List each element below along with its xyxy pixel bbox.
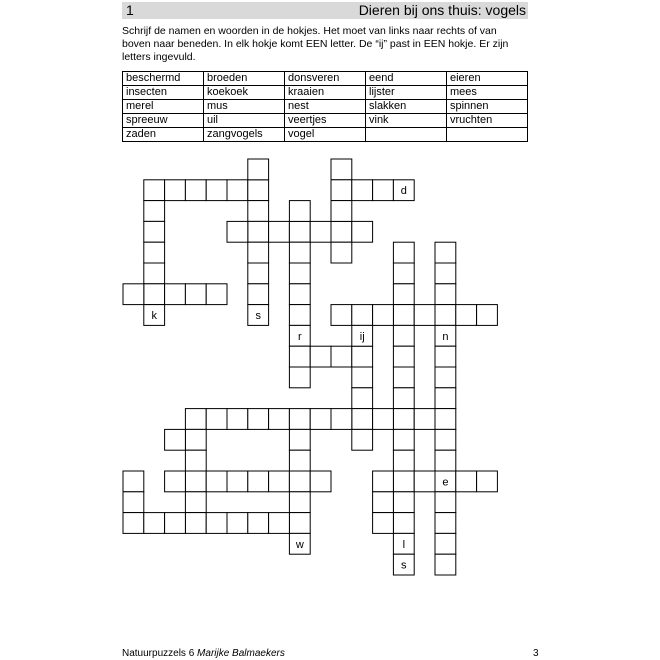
word-list-cell: veertjes: [285, 114, 366, 128]
crossword-cell[interactable]: [144, 221, 165, 242]
crossword-cell[interactable]: [331, 409, 352, 430]
crossword-cell[interactable]: [393, 492, 414, 513]
crossword-cell[interactable]: [289, 305, 310, 326]
crossword-cell[interactable]: [435, 409, 456, 430]
footer-page-number: 3: [533, 648, 539, 659]
crossword-cell[interactable]: [352, 367, 373, 388]
prefilled-letter: l: [402, 538, 406, 551]
crossword-cell[interactable]: [393, 325, 414, 346]
crossword-cell[interactable]: [144, 242, 165, 263]
crossword-cell[interactable]: [435, 263, 456, 284]
crossword-cell[interactable]: [248, 409, 269, 430]
crossword-cell[interactable]: [414, 305, 435, 326]
crossword-cell[interactable]: [144, 513, 165, 534]
crossword-cell[interactable]: [185, 513, 206, 534]
word-list-cell: spinnen: [447, 100, 528, 114]
crossword-cell[interactable]: [248, 284, 269, 305]
crossword-cell[interactable]: [435, 554, 456, 575]
word-list-cell: beschermd: [123, 72, 204, 86]
crossword-cell[interactable]: [331, 159, 352, 180]
crossword-cell[interactable]: [393, 367, 414, 388]
crossword-cell[interactable]: [310, 221, 331, 242]
crossword-cell[interactable]: [269, 513, 290, 534]
crossword-cell[interactable]: [310, 471, 331, 492]
crossword-cell[interactable]: [435, 346, 456, 367]
crossword-cell[interactable]: [373, 492, 394, 513]
crossword-cell[interactable]: [206, 409, 227, 430]
crossword-cell[interactable]: [289, 471, 310, 492]
crossword-cell[interactable]: [289, 201, 310, 222]
crossword-cell[interactable]: [248, 180, 269, 201]
crossword-cell[interactable]: [144, 263, 165, 284]
crossword-cell[interactable]: [435, 242, 456, 263]
page-title: Dieren bij ons thuis: vogels: [358, 2, 526, 18]
crossword-cell[interactable]: [248, 263, 269, 284]
crossword-cell[interactable]: [206, 513, 227, 534]
crossword-cell[interactable]: [289, 346, 310, 367]
prefilled-letter: d: [400, 185, 407, 198]
crossword-cell[interactable]: [352, 429, 373, 450]
word-list-cell: merel: [123, 100, 204, 114]
crossword-cell[interactable]: [352, 388, 373, 409]
prefilled-letter: r: [297, 330, 302, 343]
crossword-cell[interactable]: [373, 513, 394, 534]
crossword-cell[interactable]: [435, 429, 456, 450]
footer: [122, 648, 285, 659]
crossword-cell[interactable]: [393, 263, 414, 284]
crossword-cell[interactable]: [123, 492, 144, 513]
crossword-cell[interactable]: [185, 429, 206, 450]
word-list-cell: kraaien: [285, 86, 366, 100]
word-list-cell: zaden: [123, 128, 204, 142]
crossword-cell[interactable]: [393, 409, 414, 430]
crossword-cell[interactable]: [289, 492, 310, 513]
crossword-cell[interactable]: [435, 513, 456, 534]
word-list-cell: koekoek: [204, 86, 285, 100]
prefilled-letter: n: [442, 330, 449, 343]
crossword-cell[interactable]: [393, 242, 414, 263]
crossword-cell[interactable]: [165, 284, 186, 305]
crossword-cell[interactable]: [248, 471, 269, 492]
crossword-cell[interactable]: [414, 409, 435, 430]
word-list-cell: spreeuw: [123, 114, 204, 128]
crossword-cell[interactable]: [144, 284, 165, 305]
crossword-cell[interactable]: [185, 492, 206, 513]
crossword-cell[interactable]: [373, 305, 394, 326]
crossword-cell[interactable]: [144, 201, 165, 222]
crossword-cell[interactable]: [269, 409, 290, 430]
crossword-cell[interactable]: [435, 284, 456, 305]
crossword-cell[interactable]: [435, 492, 456, 513]
crossword-cell[interactable]: [248, 242, 269, 263]
crossword-cell[interactable]: [206, 180, 227, 201]
word-list-cell: donsveren: [285, 72, 366, 86]
crossword-cell[interactable]: [373, 180, 394, 201]
crossword-cell[interactable]: [227, 409, 248, 430]
crossword-cell[interactable]: [185, 409, 206, 430]
footer-author: Marijke Balmaekers: [197, 648, 285, 659]
prefilled-letter: ij: [359, 330, 365, 343]
crossword-cell[interactable]: [393, 450, 414, 471]
word-list-cell: zangvogels: [204, 128, 285, 142]
word-list-cell: eieren: [447, 72, 528, 86]
crossword-cell[interactable]: [227, 471, 248, 492]
word-list-cell: lijster: [366, 86, 447, 100]
crossword-cell[interactable]: [435, 533, 456, 554]
crossword-cell[interactable]: [165, 180, 186, 201]
crossword-cell[interactable]: [206, 471, 227, 492]
crossword-cell[interactable]: [227, 513, 248, 534]
crossword-cell[interactable]: [227, 180, 248, 201]
crossword-cell[interactable]: [352, 346, 373, 367]
crossword-cell[interactable]: [185, 450, 206, 471]
crossword-cell[interactable]: [435, 305, 456, 326]
crossword-cell[interactable]: [289, 221, 310, 242]
crossword-cell[interactable]: [248, 513, 269, 534]
crossword-cell[interactable]: [393, 346, 414, 367]
crossword-cell[interactable]: [289, 242, 310, 263]
crossword-cell[interactable]: [373, 471, 394, 492]
crossword-cell[interactable]: [435, 367, 456, 388]
crossword-cell[interactable]: [352, 409, 373, 430]
crossword-cell[interactable]: [331, 242, 352, 263]
page-number: 1: [126, 2, 134, 18]
crossword-cell[interactable]: [373, 409, 394, 430]
word-list-cell: vogel: [285, 128, 366, 142]
prefilled-letter: k: [151, 310, 157, 322]
crossword-cell[interactable]: [477, 471, 498, 492]
crossword-cell[interactable]: [310, 346, 331, 367]
crossword-cell[interactable]: [165, 513, 186, 534]
prefilled-letter: w: [295, 538, 304, 551]
crossword-cell[interactable]: [331, 346, 352, 367]
word-list-cell: mus: [204, 100, 285, 114]
crossword-cell[interactable]: [477, 305, 498, 326]
crossword-cell[interactable]: [352, 221, 373, 242]
word-list-cell: broeden: [204, 72, 285, 86]
word-list-cell: vink: [366, 114, 447, 128]
footer-book-title: Natuurpuzzels 6: [122, 648, 195, 659]
crossword-cell[interactable]: [123, 284, 144, 305]
crossword-cell[interactable]: [248, 201, 269, 222]
crossword-cell[interactable]: [393, 513, 414, 534]
crossword-cell[interactable]: [185, 284, 206, 305]
crossword-cell[interactable]: [248, 221, 269, 242]
crossword-cell[interactable]: [206, 284, 227, 305]
crossword-cell[interactable]: [269, 471, 290, 492]
word-list-cell: nest: [285, 100, 366, 114]
crossword-cell[interactable]: [185, 180, 206, 201]
instructions-text: Schrijf de namen en woorden in de hokjes. Het moet van links naar rechts of van boven naar beneden. In elk hokje komt EEN letter. De “ij” past in EEN hokje. Er zijn letters ingevuld.: [122, 25, 509, 63]
crossword-cell[interactable]: [123, 513, 144, 534]
crossword-cell[interactable]: [352, 305, 373, 326]
crossword-cell[interactable]: [331, 201, 352, 222]
crossword-cell[interactable]: [456, 471, 477, 492]
crossword-cell[interactable]: [227, 221, 248, 242]
crossword-cell[interactable]: [289, 429, 310, 450]
crossword-cell[interactable]: [393, 429, 414, 450]
crossword-cell[interactable]: [123, 471, 144, 492]
crossword-cell[interactable]: [185, 471, 206, 492]
crossword-cell[interactable]: [435, 388, 456, 409]
crossword-cell[interactable]: [331, 221, 352, 242]
crossword-cell[interactable]: [248, 159, 269, 180]
crossword-cell[interactable]: [331, 305, 352, 326]
crossword-cell[interactable]: [289, 263, 310, 284]
crossword-cell[interactable]: [289, 513, 310, 534]
word-list-cell: mees: [447, 86, 528, 100]
crossword-cell[interactable]: [352, 180, 373, 201]
crossword-cell[interactable]: [456, 305, 477, 326]
word-list-cell: insecten: [123, 86, 204, 100]
crossword-cell[interactable]: [165, 471, 186, 492]
crossword-cell[interactable]: [269, 221, 290, 242]
prefilled-letter: e: [442, 476, 449, 489]
crossword-cell[interactable]: [393, 471, 414, 492]
crossword-cell[interactable]: [310, 409, 331, 430]
crossword-cell[interactable]: [289, 284, 310, 305]
prefilled-letter: s: [401, 559, 407, 572]
crossword-cell[interactable]: [393, 388, 414, 409]
crossword-cell[interactable]: [289, 450, 310, 471]
word-list-cell: slakken: [366, 100, 447, 114]
prefilled-letter: s: [255, 310, 261, 322]
crossword-cell[interactable]: [289, 367, 310, 388]
crossword-cell[interactable]: [414, 471, 435, 492]
crossword-cell[interactable]: [331, 180, 352, 201]
word-list-cell: vruchten: [447, 114, 528, 128]
crossword-cell[interactable]: [165, 429, 186, 450]
crossword-cell[interactable]: [289, 409, 310, 430]
crossword-cell[interactable]: [393, 284, 414, 305]
crossword-cell[interactable]: [393, 305, 414, 326]
crossword-cell[interactable]: [435, 450, 456, 471]
crossword-cell[interactable]: [144, 180, 165, 201]
word-list-cell: uil: [204, 114, 285, 128]
word-list-cell: eend: [366, 72, 447, 86]
